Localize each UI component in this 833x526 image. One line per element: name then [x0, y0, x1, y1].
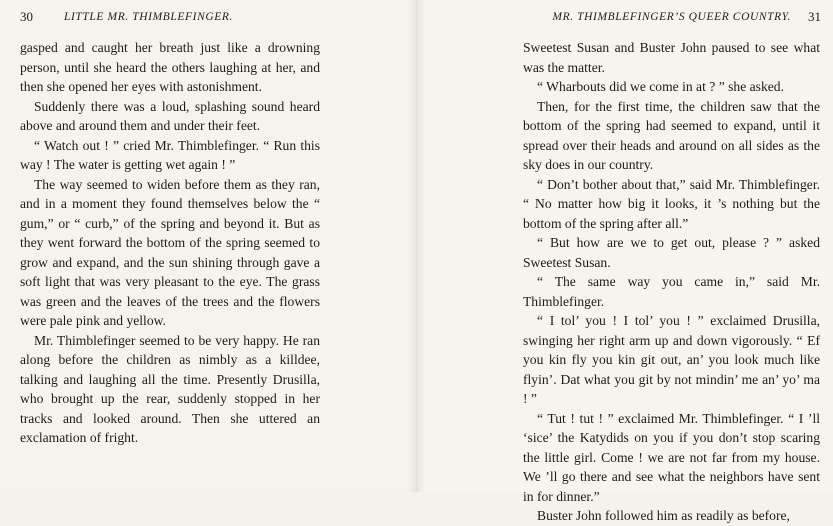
paragraph: Sweetest Susan and Buster John paused to see what was the matter. — [523, 40, 820, 75]
left-page — [0, 0, 416, 492]
left-page-body — [20, 38, 320, 448]
paragraph: Then, for the first time, the children saw that the bottom of the spring had seemed to expand, until it spread over their heads and around on all sides as the sky does in our country. — [523, 98, 820, 172]
paragraph: “ But how are we to get out, please ? ” asked Sweetest Susan. — [523, 235, 820, 270]
paragraph: The way seemed to widen before them as they ran, and in a moment they found themselves below the “ gum,” or “ curb,” of the spring and beyond it. But as they went forward the bottom of the spring seemed to grow and expand, and the sun shining through gave a soft light that was very pleasant to the eye. The grass was green and the leaves of the trees and the flowers were pale pink and yellow. — [20, 176, 320, 328]
left-running-title: LITTLE MR. THIMBLEFINGER. — [64, 11, 233, 23]
paragraph: Mr. Thimblefinger seemed to be very happy. He ran along before the children as nimbly as a killdee, talking and laughing all the time. Presently Drusilla, who brought up the rear, suddenly stopped in her tracks and looked around. Then she uttered an exclamation of fright. — [20, 332, 320, 445]
paragraph: “ Don’t bother about that,” said Mr. Thimblefinger. “ No matter how big it looks, it ’s nothing but the bottom of the spring after all.” — [523, 176, 820, 231]
paragraph: “ Wharbouts did we come in at ? ” she asked. — [537, 79, 784, 94]
right-page-header — [521, 7, 821, 27]
right-page-number: 31 — [808, 9, 821, 24]
book-gutter-shadow — [408, 0, 426, 492]
paragraph: “ Watch out ! ” cried Mr. Thimblefinger. “ Run this way ! The water is getting wet again ! ” — [20, 137, 320, 172]
left-page-number: 30 — [20, 9, 33, 24]
paragraph: Suddenly there was a loud, splashing sound heard above and around them and under their feet. — [20, 98, 320, 133]
paragraph: gasped and caught her breath just like a drowning person, until she heard the others laughing at her, and then she opened her eyes with astonishment. — [20, 40, 320, 94]
left-page-header — [20, 7, 322, 27]
paragraph: Buster John followed him as readily as before, — [537, 508, 790, 523]
paragraph: “ I tol’ you ! I tol’ you ! ” exclaimed Drusilla, swinging her right arm up and down vigorously. “ Ef you kin fly you kin git out, an’ you look much like flyin’. Dat what you git by not mindin’ me an’ yo’ ma ! ” — [523, 313, 820, 406]
right-page-body — [523, 38, 820, 526]
paragraph: “ The same way you came in,” said Mr. Thimblefinger. — [523, 274, 820, 309]
right-running-title: MR. THIMBLEFINGER’S QUEER COUNTRY. — [552, 11, 791, 23]
right-page — [417, 0, 833, 523]
paragraph: “ Tut ! tut ! ” exclaimed Mr. Thimblefinger. “ I ’ll ‘sice’ the Katydids on you if you don’t stop scaring the little girl. Come ! we are not far from my house. We ’ll go there and see what the neighbors have sent in for dinner.” — [523, 410, 820, 504]
